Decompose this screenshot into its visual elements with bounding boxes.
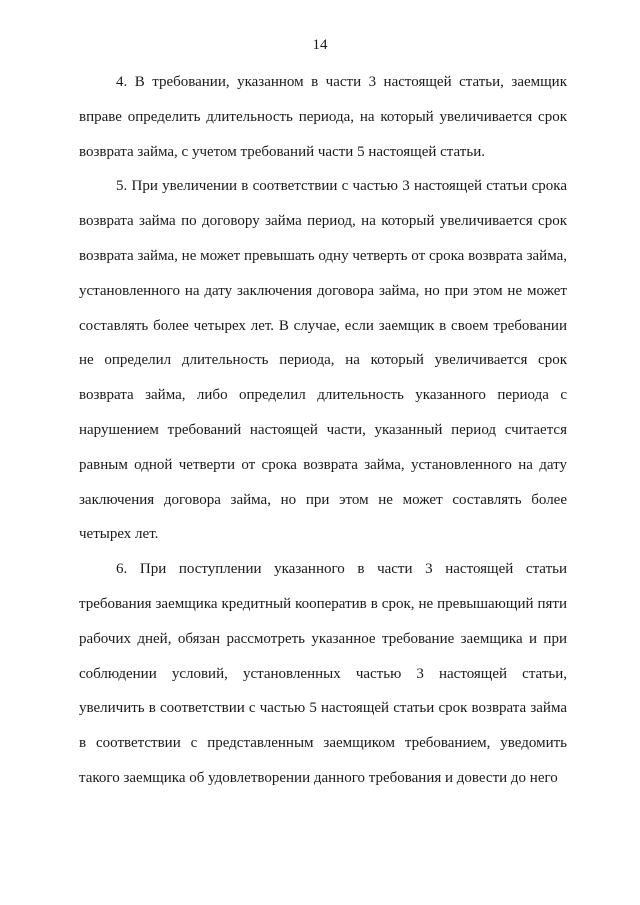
page-number: 14 [312, 37, 328, 53]
paragraph-4: 4. В требовании, указанном в части 3 настоящей статьи, заемщик вправе определить длительность периода, на который увеличивается срок возврата займа, с учетом требований части 5 настоящей статьи. [79, 74, 567, 160]
paragraph-6: 6. При поступлении указанного в части 3 настоящей статьи требования заемщика кредитный кооператив в срок, не превышающий пяти рабочих дней, обязан рассмотреть указанное требование заемщика и при соблюдении условий, установленных частью 3 настоящей статьи, увеличить в соответствии с частью 5 настоящей статьи срок возврата займа в соответствии с представленным заемщиком требованием, уведомить такого заемщика об удовлетворении данного требования и довести до него [79, 561, 567, 786]
paragraph-5: 5. При увеличении в соответствии с частью 3 настоящей статьи срока возврата займа по договору займа период, на который увеличивается срок возврата займа, не может превышать одну четверть от срока возврата займа, установленного на дату заключения договора займа, но при этом не может составлять более четырех лет. В случае, если заемщик в своем требовании не определил длительность периода, на который увеличивается срок возврата займа, либо определил длительность указанного периода с нарушением требований настоящей части, указанный период считается равным одной четверти от срока возврата займа, установленного на дату заключения договора займа, но при этом не может составлять более четырех лет. [79, 178, 567, 543]
body-text [79, 65, 567, 796]
